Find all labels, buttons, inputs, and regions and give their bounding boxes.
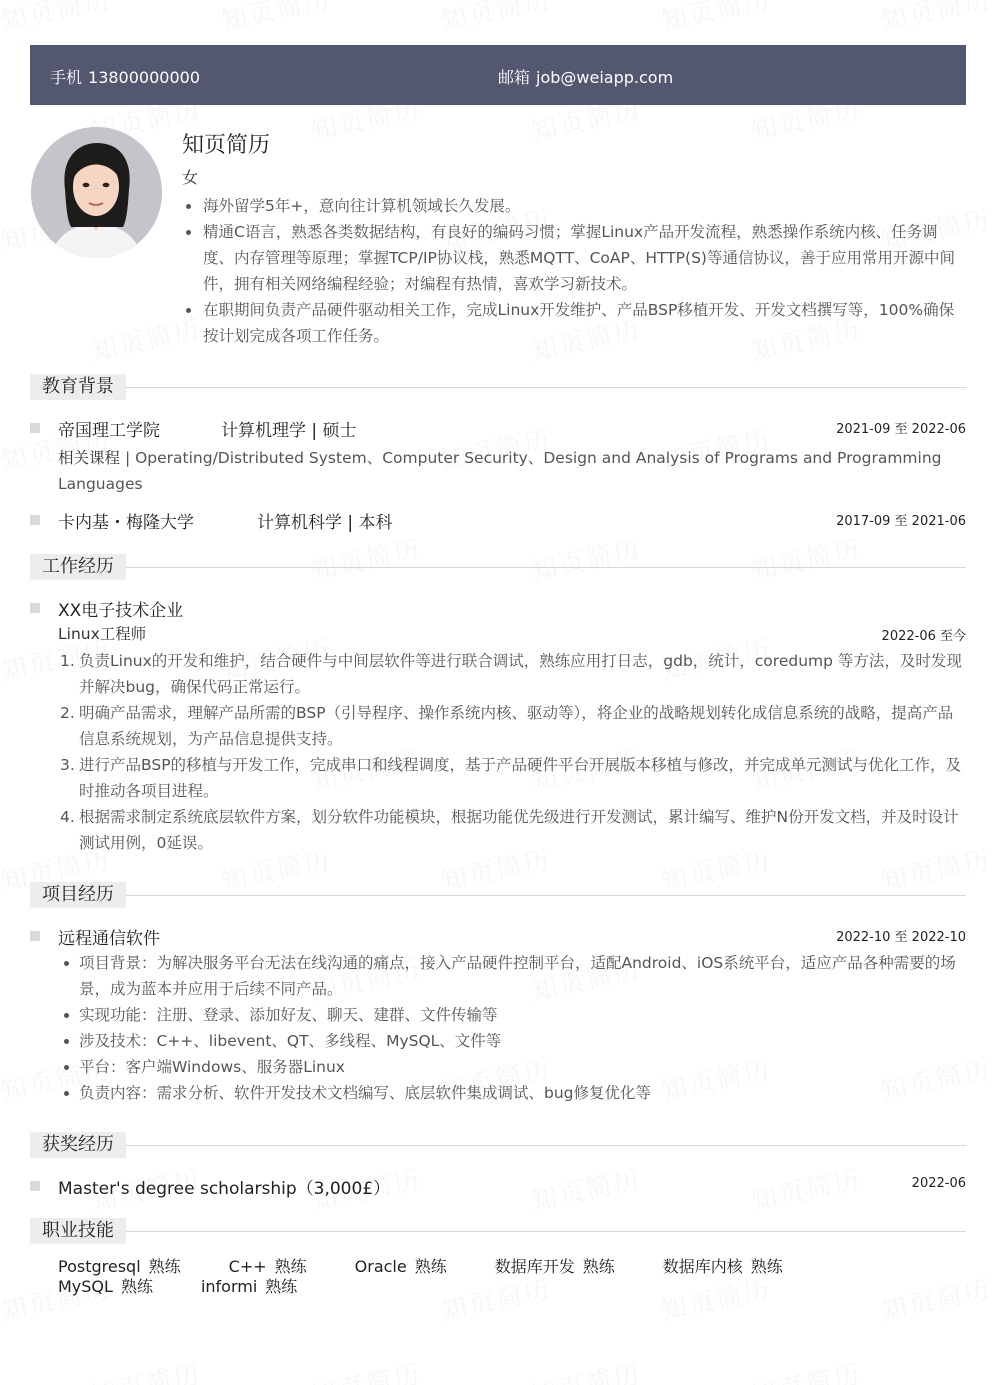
section-awards xyxy=(30,1132,966,1158)
watermark xyxy=(747,1159,864,1218)
duty-item: 2. 明确产品需求，理解产品所需的BSP（引导程序、操作系统内核、驱动等），将企业的战略规划转化成信息系统的战略，提高产品信息系统规划，为产品信息提供支持。 xyxy=(60,704,954,748)
candidate-name: 知页简历 xyxy=(182,133,271,158)
skill-item: informi 熟练 xyxy=(200,1277,298,1296)
date-range: 2022-10 至 2022-10 xyxy=(836,930,966,945)
phone-contact xyxy=(50,65,200,88)
bullet-square xyxy=(30,603,40,613)
degree-major: 计算机理学 | 硕士 xyxy=(221,421,357,441)
candidate-gender: 女 xyxy=(182,168,199,187)
section-skills xyxy=(30,1218,966,1244)
degree-major: 计算机科学 | 本科 xyxy=(257,513,393,533)
section-title: 获奖经历 xyxy=(30,1132,126,1158)
courses-list: | Operating/Distributed System、Computer Security、Design and Analysis of Programs and Programming Languages xyxy=(58,449,942,493)
project-detail-list xyxy=(58,950,966,1106)
skill-item: 数据库开发 熟练 xyxy=(494,1257,615,1276)
section-divider xyxy=(30,1145,966,1146)
project-name: 远程通信软件 xyxy=(58,929,160,949)
bullet-square xyxy=(30,515,40,525)
duty-item: 4. 根据需求制定系统底层软件方案，划分软件功能模块，根据功能优先级进行开发测试，累计编写、维护N份开发文档，并及时设计测试用例，0延误。 xyxy=(60,808,959,852)
project-detail-item: 涉及技术：C++、libevent、QT、多线程、MySQL、文件等 xyxy=(58,1028,966,1054)
email-address[interactable]: job@weiapp.com xyxy=(536,68,674,87)
project-detail-item: 项目背景：为解决服务平台无法在线沟通的痛点，接入产品硬件控制平台，适配Android、iOS系统平台，适应产品各种需要的场景，成为蓝本并应用于后续不同产品。 xyxy=(58,950,966,1002)
section-divider xyxy=(30,1231,966,1232)
intro-item: 海外留学5年+，意向往计算机领域长久发展。 xyxy=(182,193,966,219)
date-range: 2017-09 至 2021-06 xyxy=(836,514,966,529)
watermark xyxy=(657,0,774,38)
watermark xyxy=(877,0,994,38)
section-title: 项目经历 xyxy=(30,882,126,908)
bullet-square xyxy=(30,931,40,941)
section-divider xyxy=(30,387,966,388)
bullet-square xyxy=(30,1181,40,1191)
section-divider xyxy=(30,895,966,896)
courses-text xyxy=(58,445,966,497)
watermark xyxy=(527,1159,644,1218)
skill-item: 数据库内核 熟练 xyxy=(662,1257,783,1276)
section-title: 工作经历 xyxy=(30,554,126,580)
date-range: 2022-06 xyxy=(911,1176,966,1191)
watermark xyxy=(0,0,115,38)
watermark xyxy=(217,0,334,38)
company-name: XX电子技术企业 xyxy=(58,601,184,621)
email-contact xyxy=(498,65,673,88)
skill-item: Oracle 熟练 xyxy=(354,1257,447,1276)
duty-item: 3. 进行产品BSP的移植与开发工作，完成串口和线程调度，基于产品硬件平台开展版本移植与修改，并完成单元测试与优化工作，及时推动各项目进程。 xyxy=(60,756,962,800)
job-role: Linux工程师 xyxy=(58,625,147,643)
watermark xyxy=(437,0,554,38)
phone-number[interactable]: 13800000000 xyxy=(88,68,200,87)
watermark xyxy=(307,1354,424,1385)
phone-label: 手机 xyxy=(50,68,83,87)
duty-list xyxy=(58,648,966,856)
award-name: Master's degree scholarship（3,000£） xyxy=(58,1179,391,1199)
school-name: 卡内基・梅隆大学 xyxy=(58,513,194,533)
project-detail-item: 实现功能：注册、登录、添加好友、聊天、建群、文件传输等 xyxy=(58,1002,966,1028)
skill-item: Postgresql 熟练 xyxy=(58,1257,181,1276)
date-range: 2022-06 至今 xyxy=(881,629,966,644)
date-range: 2021-09 至 2022-06 xyxy=(836,422,966,437)
section-education xyxy=(30,374,966,400)
project-detail-item: 平台：客户端Windows、服务器Linux xyxy=(58,1054,966,1080)
section-work xyxy=(30,554,966,580)
intro-item: 在职期间负责产品硬件驱动相关工作，完成Linux开发维护、产品BSP移植开发、开发文档撰写等，100%确保按计划完成各项工作任务。 xyxy=(182,297,966,349)
duty-item: 1. 负责Linux的开发和维护，结合硬件与中间层软件等进行联合调试，熟练应用打日志，gdb，统计，coredump 等方法，及时发现并解决bug，确保代码正常运行。 xyxy=(60,652,962,696)
section-project xyxy=(30,882,966,908)
courses-label: 相关课程 xyxy=(58,449,121,467)
intro-item: 精通C语言，熟悉各类数据结构，有良好的编码习惯；掌握Linux产品开发流程，熟悉操作系统内核、任务调度、内存管理等原理；掌握TCP/IP协议栈，熟悉MQTT、CoAP、HTTP(S)等通信协议，善于应用常用开源中间件，拥有相关网络编程经验；对编程有热情，喜欢学习新技术。 xyxy=(182,219,966,297)
section-divider xyxy=(30,567,966,568)
watermark xyxy=(527,1354,644,1385)
section-title: 教育背景 xyxy=(30,374,126,400)
section-title: 职业技能 xyxy=(30,1218,126,1244)
email-label: 邮箱 xyxy=(498,68,531,87)
skill-item: MySQL 熟练 xyxy=(58,1277,153,1296)
watermark xyxy=(87,1354,204,1385)
project-detail-item: 负责内容：需求分析、软件开发技术文档编写、底层软件集成调试、bug修复优化等 xyxy=(58,1080,966,1106)
skill-item: C++ 熟练 xyxy=(228,1257,307,1276)
bullet-square xyxy=(30,423,40,433)
contact-bar xyxy=(30,45,966,105)
avatar-portrait xyxy=(31,127,162,258)
intro-list xyxy=(182,193,966,349)
skill-list xyxy=(58,1257,958,1297)
watermark xyxy=(747,1354,864,1385)
school-name: 帝国理工学院 xyxy=(58,421,160,441)
avatar xyxy=(31,127,162,258)
